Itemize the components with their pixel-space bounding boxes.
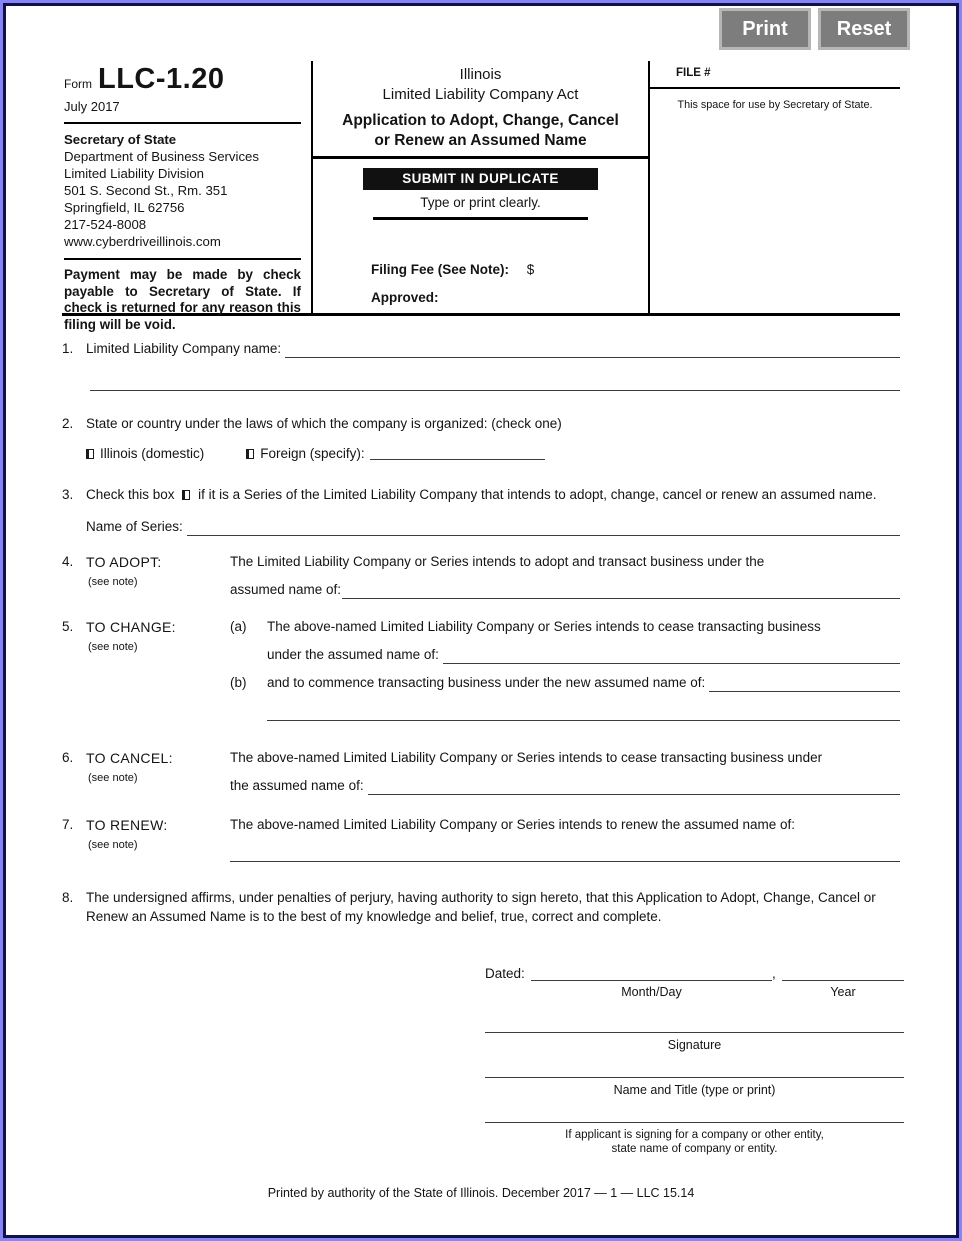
divider [650, 87, 900, 89]
item-2-label: State or country under the laws of which the company is organized: (check one) [86, 416, 562, 431]
item-2 [62, 415, 900, 433]
item-number: 3. [62, 487, 74, 502]
item-number: 5. [62, 619, 74, 634]
item-3-text-after: if it is a Series of the Limited Liability Company that intends to adopt, change, cancel or renew an assumed name. [198, 487, 877, 502]
item-8 [62, 888, 900, 926]
option-foreign-label: Foreign (specify): [260, 446, 365, 461]
name-title-field[interactable] [485, 1076, 904, 1078]
form-title-line1: Application to Adopt, Change, Cancel [342, 112, 619, 129]
item-7 [62, 816, 900, 862]
change-new-assumed-name-field-line1[interactable] [709, 679, 900, 692]
item-6 [62, 749, 900, 795]
name-title-caption: Name and Title (type or print) [613, 1083, 776, 1097]
signature-block [485, 966, 904, 1156]
llc-name-field-line2[interactable] [90, 389, 900, 391]
item-5a-line1: The above-named Limited Liability Company or Series intends to cease transacting business [267, 619, 821, 634]
currency-symbol: $ [526, 262, 535, 277]
item-5a-label: (a) [230, 619, 247, 634]
sos-space-note: This space for use by Secretary of State. [677, 99, 873, 111]
date-comma: , [772, 966, 776, 981]
option-domestic-label: Illinois (domestic) [100, 446, 205, 461]
entity-name-field[interactable] [485, 1121, 904, 1123]
approved-label: Approved: [371, 290, 439, 305]
item-5b-label: (b) [230, 675, 247, 690]
header-right-column [650, 61, 900, 313]
to-cancel-heading: TO CANCEL: [86, 750, 173, 766]
form-page [3, 3, 959, 1238]
item-number: 2. [62, 416, 74, 431]
item-1 [62, 340, 900, 358]
dated-label: Dated: [485, 966, 525, 981]
item-3 [62, 486, 900, 504]
item-number: 4. [62, 554, 74, 569]
month-day-caption: Month/Day [621, 985, 682, 999]
item-number: 1. [62, 341, 74, 356]
toolbar [719, 8, 910, 50]
to-change-heading: TO CHANGE: [86, 619, 176, 635]
reset-button[interactable]: Reset [818, 8, 910, 50]
item-5 [62, 618, 900, 721]
foreign-checkbox[interactable] [246, 449, 254, 459]
date-year-field[interactable] [782, 968, 904, 981]
item-1-label: Limited Liability Company name: [86, 341, 282, 356]
adopt-assumed-name-field[interactable] [342, 586, 900, 599]
header-center-column [313, 61, 650, 313]
see-note: (see note) [88, 772, 138, 784]
item-7-line1: The above-named Limited Liability Company or Series intends to renew the assumed name of: [230, 817, 796, 832]
item-3-text-before: Check this box [86, 487, 175, 502]
agency-line: Limited Liability Division [64, 166, 204, 181]
jurisdiction: Illinois [459, 66, 502, 83]
agency-title: Secretary of State [64, 132, 177, 147]
item-4 [62, 553, 900, 599]
form-word: Form [64, 77, 92, 91]
item-8-affirmation: The undersigned affirms, under penalties of perjury, having authority to sign hereto, that this Application to Adopt, Change, Cancel or Renew an Assumed Name is to the best of my knowledge and belief, true, correct and complete. [86, 890, 876, 924]
change-new-assumed-name-field-line2[interactable] [267, 719, 900, 721]
divider [373, 217, 588, 220]
foreign-state-field[interactable] [370, 447, 545, 460]
print-button[interactable]: Print [719, 8, 811, 50]
cancel-assumed-name-field[interactable] [368, 782, 900, 795]
see-note: (see note) [88, 641, 138, 653]
change-old-assumed-name-field[interactable] [443, 651, 900, 664]
series-name-field[interactable] [187, 523, 900, 536]
item-2-options [62, 446, 900, 461]
item-3-series-row [62, 518, 900, 536]
divider [64, 122, 301, 124]
file-number-label: FILE # [676, 67, 711, 79]
agency-line: Department of Business Services [64, 149, 259, 164]
renew-assumed-name-field[interactable] [230, 860, 900, 862]
llc-name-field-line1[interactable] [285, 345, 900, 358]
to-adopt-heading: TO ADOPT: [86, 554, 162, 570]
year-caption: Year [830, 985, 856, 999]
signature-caption: Signature [667, 1038, 722, 1052]
item-4-line1: The Limited Liability Company or Series intends to adopt and transact business under the [230, 554, 765, 569]
see-note: (see note) [88, 576, 138, 588]
payment-notice: Payment may be made by check payable to Secretary of State. If check is returned for any reason this filing will be void. [64, 267, 301, 332]
footer-authority-line: Printed by authority of the State of Illinois. December 2017 — 1 — LLC 15.14 [267, 1186, 695, 1200]
form-number: LLC-1.20 [98, 63, 225, 95]
series-checkbox[interactable] [182, 490, 190, 500]
entity-caption-line2: state name of company or entity. [611, 1143, 778, 1155]
item-5a-line2-label: under the assumed name of: [267, 647, 439, 662]
entity-caption-line1: If applicant is signing for a company or other entity, [565, 1129, 824, 1141]
item-number: 8. [62, 890, 74, 905]
divider [64, 258, 301, 260]
agency-line: 501 S. Second St., Rm. 351 [64, 183, 228, 198]
see-note: (see note) [88, 839, 138, 851]
signature-field[interactable] [485, 1031, 904, 1033]
item-number: 6. [62, 750, 74, 765]
form-title-line2: or Renew an Assumed Name [374, 132, 587, 149]
illinois-domestic-checkbox[interactable] [86, 449, 94, 459]
item-4-line2-label: assumed name of: [230, 582, 342, 597]
agency-line: 217-524-8008 [64, 217, 147, 232]
item-number: 7. [62, 817, 74, 832]
form-revision-date: July 2017 [64, 99, 120, 114]
item-6-line2-label: the assumed name of: [230, 778, 364, 793]
filing-fee-label: Filing Fee (See Note): [371, 262, 510, 277]
header-left-column [62, 61, 313, 332]
date-month-day-field[interactable] [531, 968, 772, 981]
form-header [62, 61, 900, 332]
agency-website: www.cyberdriveillinois.com [64, 234, 221, 249]
item-6-line1: The above-named Limited Liability Company or Series intends to cease transacting business under [230, 750, 823, 765]
agency-line: Springfield, IL 62756 [64, 200, 185, 215]
to-renew-heading: TO RENEW: [86, 817, 168, 833]
type-print-instruction: Type or print clearly. [420, 195, 541, 210]
series-name-label: Name of Series: [86, 519, 183, 534]
submit-duplicate-banner: SUBMIT IN DUPLICATE [363, 168, 598, 190]
act-name: Limited Liability Company Act [382, 86, 579, 103]
item-5b-text: and to commence transacting business under the new assumed name of: [267, 675, 706, 690]
